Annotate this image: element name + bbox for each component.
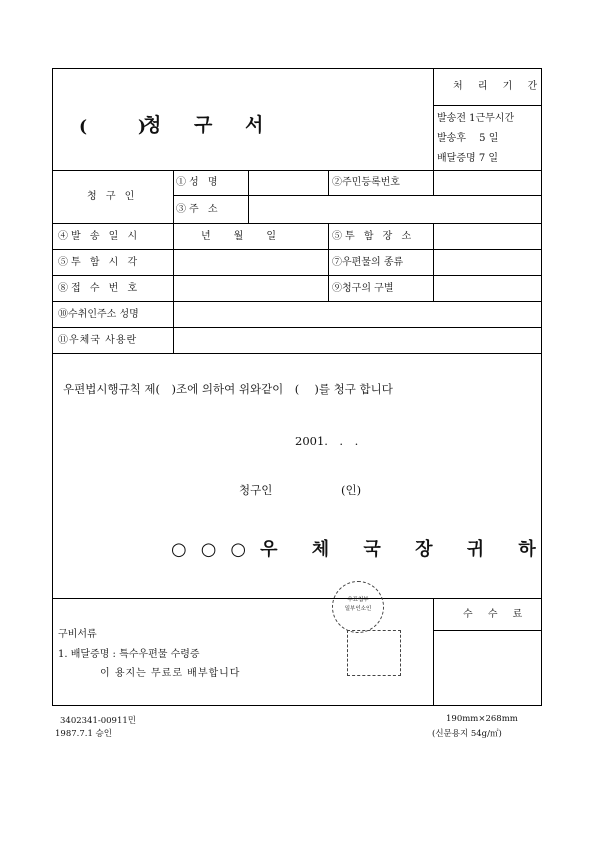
address-field[interactable]: [249, 196, 540, 222]
postmark-circle: [332, 581, 384, 633]
claimant-label: 청 구 인: [87, 191, 138, 202]
required-documents-header: 구비서류: [58, 629, 97, 640]
name-label: ①성 명: [176, 177, 221, 188]
receipt-number-label: ⑧접 수 번 호: [58, 283, 141, 294]
send-date-label: ④발 송 일 시: [58, 231, 141, 242]
mail-type-label: ⑦우편물의 종류: [332, 257, 404, 268]
mail-type-field[interactable]: [434, 250, 540, 274]
send-date-value: 년 월 일: [201, 231, 277, 242]
addressee: ○○○우 체 국 장 귀 하: [171, 539, 550, 560]
request-statement: 우편법시행규칙 제( )조에 의하여 위와같이 ( )를 청구 합니다: [63, 382, 393, 396]
claim-type-label: ⑨청구의 구별: [332, 283, 394, 294]
divider: [433, 105, 541, 106]
stamp-box: [347, 630, 401, 676]
processing-period-line: 발송전 1근무시간: [437, 113, 515, 124]
posting-place-field[interactable]: [434, 224, 540, 248]
processing-period-line: 발송후 5 일: [437, 133, 499, 144]
recipient-field[interactable]: [174, 302, 540, 326]
free-distribution-note: 이 용지는 무료로 배부합니다: [100, 668, 241, 679]
processing-period-header: 처 리 기 간: [453, 81, 544, 92]
paper-size: 190mm×268mm: [446, 714, 518, 724]
office-use-field[interactable]: [174, 328, 540, 352]
title-bracket: ( ): [79, 117, 147, 137]
divider: [53, 353, 541, 354]
divider: [328, 170, 329, 195]
processing-period-line: 배달증명 7 일: [437, 153, 499, 164]
fee-label: 수 수 료: [463, 609, 529, 620]
claim-form: [52, 68, 550, 706]
posting-time-field[interactable]: [174, 250, 327, 274]
stamp-label: 우표첩부: [347, 597, 369, 603]
fee-field[interactable]: [434, 631, 540, 705]
request-date: 2001. . .: [295, 434, 359, 448]
resident-id-field[interactable]: [434, 171, 540, 194]
claim-type-field[interactable]: [434, 276, 540, 300]
office-use-label: ⑪우체국 사용란: [58, 335, 138, 346]
resident-id-label: ②주민등록번호: [332, 177, 400, 188]
seal-mark: (인): [341, 483, 362, 497]
posting-time-label: ⑤투 함 시 각: [58, 257, 141, 268]
recipient-label: ⑩수취인주소 성명: [58, 309, 139, 320]
divider: [328, 223, 329, 301]
name-field[interactable]: [249, 171, 327, 194]
required-document-item: 1. 배달증명 : 특수우편물 수령증: [58, 649, 200, 660]
paper-type: (신문용지 54g/㎡): [432, 729, 502, 739]
form-code: 3402341-00911민: [60, 716, 136, 726]
receipt-number-field[interactable]: [174, 276, 327, 300]
approval-date: 1987.7.1 승인: [55, 729, 112, 739]
posting-place-label: ⑤투 함 장 소: [332, 231, 415, 242]
divider: [53, 598, 541, 599]
form-title: 청 구 서: [143, 114, 277, 136]
claimant-signature-label: 청구인: [239, 483, 273, 497]
stamp-label: 일부인소인: [344, 606, 372, 612]
divider: [433, 69, 434, 170]
address-label: ③주 소: [176, 204, 221, 215]
